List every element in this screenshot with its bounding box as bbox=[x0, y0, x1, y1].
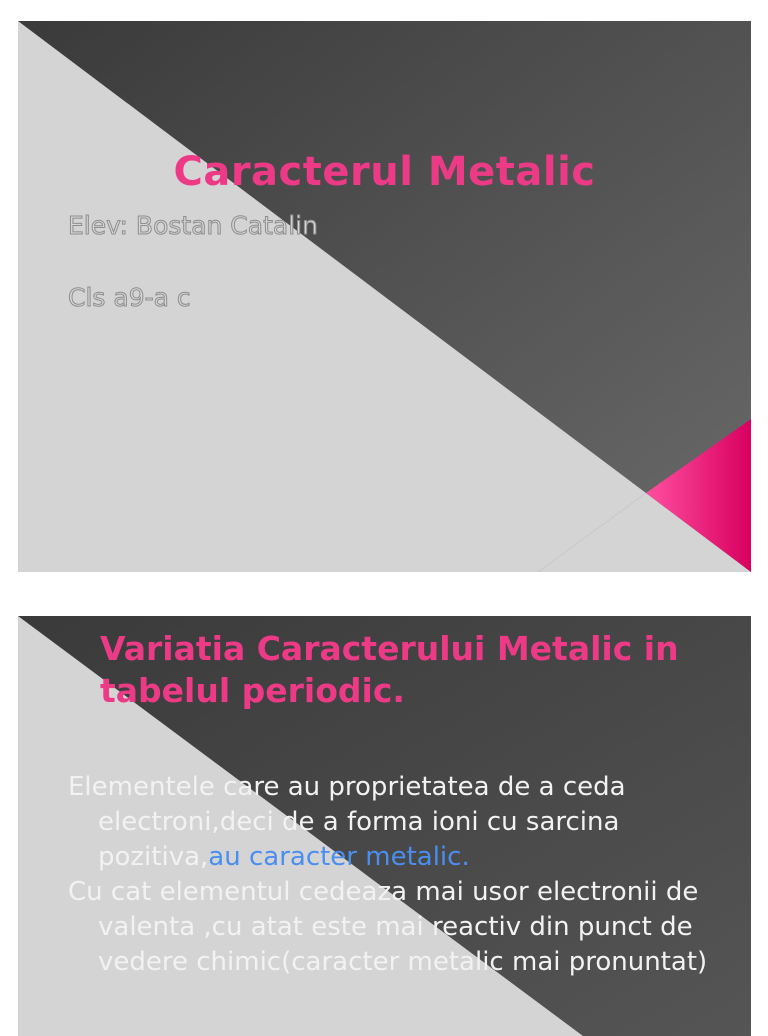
highlighted-phrase: au caracter metalic. bbox=[208, 842, 470, 872]
paragraph-reactivity: Cu cat elementul cedeaza mai usor electronii de valenta ,cu atat este mai reactiv din punct de vedere chimic(caracter metalic mai pronuntat) bbox=[68, 877, 708, 977]
student-class: Cls a9-a c bbox=[68, 283, 191, 312]
student-name: Elev: Bostan Catalin bbox=[68, 211, 318, 240]
slide-title-heading: Caracterul Metalic bbox=[173, 149, 596, 195]
slide-content bbox=[18, 616, 751, 1036]
slide-content-heading: Variatia Caracterului Metalic in tabelul periodic. bbox=[100, 629, 679, 710]
slide-title bbox=[18, 21, 751, 572]
slide-body bbox=[68, 770, 718, 980]
paragraph-text: Elementele care au proprietatea de a ceda electroni,deci de a forma ioni cu sarcina pozitiva, bbox=[68, 772, 626, 872]
paragraph-metallic-definition bbox=[68, 770, 718, 875]
